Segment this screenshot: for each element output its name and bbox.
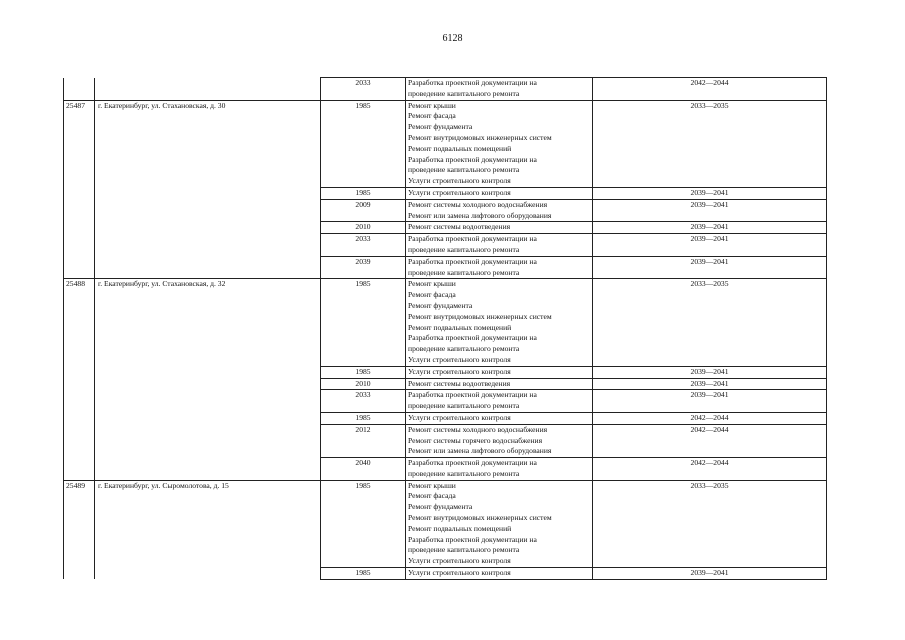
repair-period-cell: 2039—2041	[593, 390, 827, 413]
address-cell	[95, 78, 321, 101]
table-row	[64, 412, 827, 424]
repair-period-cell: 2033—2035	[593, 279, 827, 366]
table-row	[64, 187, 827, 199]
repair-schedule-body	[64, 78, 827, 580]
table-row	[64, 222, 827, 234]
commission-year-cell: 2009	[321, 199, 406, 222]
table-row	[64, 378, 827, 390]
house-number-cell	[64, 187, 95, 199]
work-types-cell	[406, 568, 593, 580]
work-types-cell	[406, 480, 593, 567]
work-type: Ремонт крыши	[408, 100, 456, 110]
work-type: Ремонт системы водоотведения	[408, 378, 511, 388]
table-row	[64, 199, 827, 222]
work-types-cell	[406, 256, 593, 279]
house-number-cell	[64, 390, 95, 413]
table-row	[64, 366, 827, 378]
house-number-cell: 25489	[64, 480, 95, 567]
work-types-cell	[406, 199, 593, 222]
work-type: Ремонт фасада	[408, 111, 456, 121]
address-cell	[95, 390, 321, 413]
address-cell	[95, 199, 321, 222]
address-cell	[95, 187, 321, 199]
work-type: Ремонт подвальных помещений	[408, 143, 512, 153]
work-types-cell	[406, 390, 593, 413]
work-type: Разработка проектной документации на	[408, 458, 537, 468]
work-type: проведение капитального ремонта	[408, 244, 520, 254]
repair-period-cell: 2042—2044	[593, 412, 827, 424]
work-type: Услуги строительного контроля	[408, 176, 511, 186]
work-type: Ремонт системы холодного водоснабжения	[408, 199, 548, 209]
commission-year-cell: 2010	[321, 378, 406, 390]
house-number-cell	[64, 412, 95, 424]
address-cell	[95, 234, 321, 257]
work-types-cell	[406, 100, 593, 187]
work-type: проведение капитального ремонта	[408, 165, 520, 175]
address-cell: г. Екатеринбург, ул. Стахановская, д. 30	[95, 100, 321, 187]
work-type: проведение капитального ремонта	[408, 468, 520, 478]
work-type: Ремонт системы холодного водоснабжения	[408, 424, 548, 434]
house-number-cell	[64, 222, 95, 234]
repair-period-cell: 2042—2044	[593, 78, 827, 101]
house-number-cell	[64, 458, 95, 481]
commission-year-cell: 2033	[321, 78, 406, 101]
address-cell	[95, 568, 321, 580]
commission-year-cell: 1985	[321, 412, 406, 424]
work-type: Ремонт фундамента	[408, 122, 473, 132]
commission-year-cell: 1985	[321, 480, 406, 567]
house-number-cell	[64, 424, 95, 457]
commission-year-cell: 2039	[321, 256, 406, 279]
commission-year-cell: 2040	[321, 458, 406, 481]
work-type: Ремонт подвальных помещений	[408, 322, 512, 332]
work-type: Ремонт подвальных помещений	[408, 523, 512, 533]
address-cell	[95, 412, 321, 424]
house-number-cell	[64, 256, 95, 279]
repair-period-cell: 2039—2041	[593, 234, 827, 257]
work-type: Ремонт фундамента	[408, 300, 473, 310]
work-type: Разработка проектной документации на	[408, 78, 537, 87]
work-type: проведение капитального ремонта	[408, 344, 520, 354]
commission-year-cell: 1985	[321, 568, 406, 580]
table-row	[64, 424, 827, 457]
work-type: Разработка проектной документации на	[408, 154, 537, 164]
commission-year-cell: 1985	[321, 100, 406, 187]
address-cell	[95, 424, 321, 457]
repair-period-cell: 2039—2041	[593, 256, 827, 279]
work-type: Ремонт системы водоотведения	[408, 222, 511, 232]
work-type: Разработка проектной документации на	[408, 390, 537, 400]
work-type: Ремонт крыши	[408, 480, 456, 490]
repair-period-cell: 2039—2041	[593, 199, 827, 222]
repair-period-cell: 2039—2041	[593, 568, 827, 580]
address-cell	[95, 256, 321, 279]
house-number-cell	[64, 199, 95, 222]
table-row	[64, 234, 827, 257]
work-types-cell	[406, 234, 593, 257]
address-cell	[95, 378, 321, 390]
work-type: Услуги строительного контроля	[408, 556, 511, 566]
table-row	[64, 390, 827, 413]
work-type: Услуги строительного контроля	[408, 366, 511, 376]
repair-period-cell: 2039—2041	[593, 366, 827, 378]
repair-period-cell: 2033—2035	[593, 480, 827, 567]
work-type: Ремонт фасада	[408, 290, 456, 300]
work-type: Ремонт внутридомовых инженерных систем	[408, 311, 552, 321]
page-number: 6128	[442, 33, 463, 44]
repair-schedule-table	[63, 77, 827, 580]
work-types-cell	[406, 78, 593, 101]
work-types-cell	[406, 424, 593, 457]
commission-year-cell: 1985	[321, 366, 406, 378]
commission-year-cell: 1985	[321, 187, 406, 199]
work-types-cell	[406, 378, 593, 390]
commission-year-cell: 2033	[321, 234, 406, 257]
work-types-cell	[406, 412, 593, 424]
work-type: Ремонт крыши	[408, 279, 456, 289]
table-row	[64, 568, 827, 580]
table-row	[64, 279, 827, 366]
house-number-cell	[64, 568, 95, 580]
repair-period-cell: 2042—2044	[593, 458, 827, 481]
work-type: Услуги строительного контроля	[408, 354, 511, 364]
address-cell: г. Екатеринбург, ул. Стахановская, д. 32	[95, 279, 321, 366]
house-number-cell	[64, 234, 95, 257]
work-type: Ремонт или замена лифтового оборудования	[408, 446, 552, 456]
work-type: Услуги строительного контроля	[408, 187, 511, 197]
work-types-cell	[406, 222, 593, 234]
repair-period-cell: 2039—2041	[593, 187, 827, 199]
work-types-cell	[406, 187, 593, 199]
work-type: проведение капитального ремонта	[408, 401, 520, 411]
work-type: Услуги строительного контроля	[408, 412, 511, 422]
work-types-cell	[406, 366, 593, 378]
table-row	[64, 458, 827, 481]
table-row	[64, 256, 827, 279]
work-type: проведение капитального ремонта	[408, 545, 520, 555]
work-type: Услуги строительного контроля	[408, 568, 511, 578]
repair-period-cell: 2033—2035	[593, 100, 827, 187]
work-type: проведение капитального ремонта	[408, 267, 520, 277]
table-row	[64, 100, 827, 187]
work-types-cell	[406, 458, 593, 481]
work-type: Ремонт фундамента	[408, 502, 473, 512]
address-cell	[95, 222, 321, 234]
work-type: Разработка проектной документации на	[408, 333, 537, 343]
repair-period-cell: 2039—2041	[593, 378, 827, 390]
address-cell	[95, 458, 321, 481]
address-cell: г. Екатеринбург, ул. Сыромолотова, д. 15	[95, 480, 321, 567]
house-number-cell: 25488	[64, 279, 95, 366]
house-number-cell	[64, 366, 95, 378]
work-type: Разработка проектной документации на	[408, 534, 537, 544]
table-row	[64, 480, 827, 567]
work-type: Разработка проектной документации на	[408, 256, 537, 266]
commission-year-cell: 2033	[321, 390, 406, 413]
work-type: проведение капитального ремонта	[408, 88, 520, 98]
house-number-cell	[64, 78, 95, 101]
commission-year-cell: 2012	[321, 424, 406, 457]
repair-period-cell: 2039—2041	[593, 222, 827, 234]
work-types-cell	[406, 279, 593, 366]
work-type: Разработка проектной документации на	[408, 234, 537, 244]
commission-year-cell: 2010	[321, 222, 406, 234]
work-type: Ремонт системы горячего водоснабжения	[408, 435, 543, 445]
work-type: Ремонт внутридомовых инженерных систем	[408, 132, 552, 142]
house-number-cell	[64, 378, 95, 390]
work-type: Ремонт внутридомовых инженерных систем	[408, 513, 552, 523]
repair-period-cell: 2042—2044	[593, 424, 827, 457]
table-row	[64, 78, 827, 101]
commission-year-cell: 1985	[321, 279, 406, 366]
address-cell	[95, 366, 321, 378]
work-type: Ремонт фасада	[408, 491, 456, 501]
work-type: Ремонт или замена лифтового оборудования	[408, 210, 552, 220]
house-number-cell: 25487	[64, 100, 95, 187]
